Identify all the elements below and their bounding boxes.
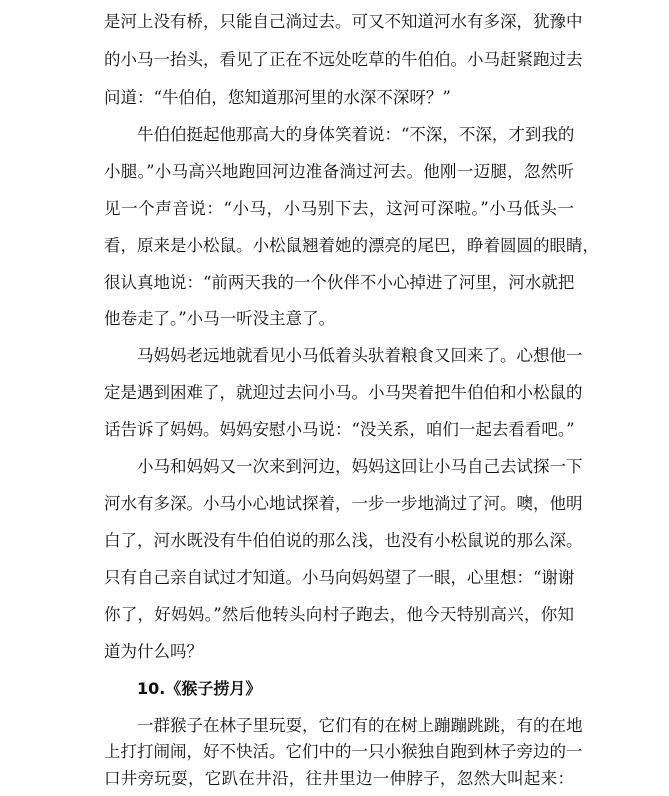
story-line: 小马和妈妈又一次来到河边，妈妈这回让小马自己去试探一下 <box>137 457 583 476</box>
story-line: 小腿。”小马高兴地跑回河边准备淌过河去。他刚一迈腿，忽然听 <box>104 162 574 181</box>
story-line: 你了，好妈妈。”然后他转头向村子跑去，他今天特别高兴，你知 <box>104 605 574 624</box>
story-line: 是河上没有桥，只能自己淌过去。可又不知道河水有多深，犹豫中 <box>104 12 583 31</box>
story-line: 问道：“牛伯伯，您知道那河里的水深不深呀？” <box>104 88 451 107</box>
story-line: 上打打闹闹，好不快活。它们中的一只小猴独自跑到林子旁边的一 <box>104 742 583 761</box>
story-line: 马妈妈老远地就看见小马低着头驮着粮食又回来了。心想他一 <box>137 346 583 365</box>
story-line: 定是遇到困难了，就迎过去问小马。小马哭着把牛伯伯和小松鼠的 <box>104 383 583 402</box>
story-line: 见一个声音说：“小马，小马别下去，这河可深啦。”小马低头一 <box>104 199 574 218</box>
story-line: 他卷走了。”小马一听没主意了。 <box>104 309 336 328</box>
story-line: 只有自己亲自试过才知道。小马向妈妈望了一眼，心里想：“谢谢 <box>104 568 575 587</box>
story-line: 河水有多深。小马小心地试探着，一步一步地淌过了河。噢，他明 <box>104 494 583 513</box>
story-line: 口井旁玩耍，它趴在井沿，往井里边一伸脖子，忽然大叫起来： <box>104 769 574 788</box>
story-line: 看，原来是小松鼠。小松鼠翘着她的漂亮的尾巴，睁着圆圆的眼睛， <box>104 236 599 255</box>
story-line: 的小马一抬头，看见了正在不远处吃草的牛伯伯。小马赶紧跑过去 <box>104 50 583 69</box>
section-heading: 10.《猴子捞月》 <box>137 679 262 698</box>
story-line: 道为什么吗？ <box>104 642 203 661</box>
story-line: 一群猴子在林子里玩耍，它们有的在树上蹦蹦跳跳，有的在地 <box>137 716 583 735</box>
story-line: 白了，河水既没有牛伯伯说的那么浅，也没有小松鼠说的那么深。 <box>104 531 583 550</box>
story-line: 很认真地说：“前两天我的一个伙伴不小心掉进了河里，河水就把 <box>104 273 575 292</box>
story-line: 牛伯伯挺起他那高大的身体笑着说：“不深，不深，才到我的 <box>137 125 575 144</box>
story-line: 话告诉了妈妈。妈妈安慰小马说：“没关系，咱们一起去看看吧。” <box>104 420 575 439</box>
